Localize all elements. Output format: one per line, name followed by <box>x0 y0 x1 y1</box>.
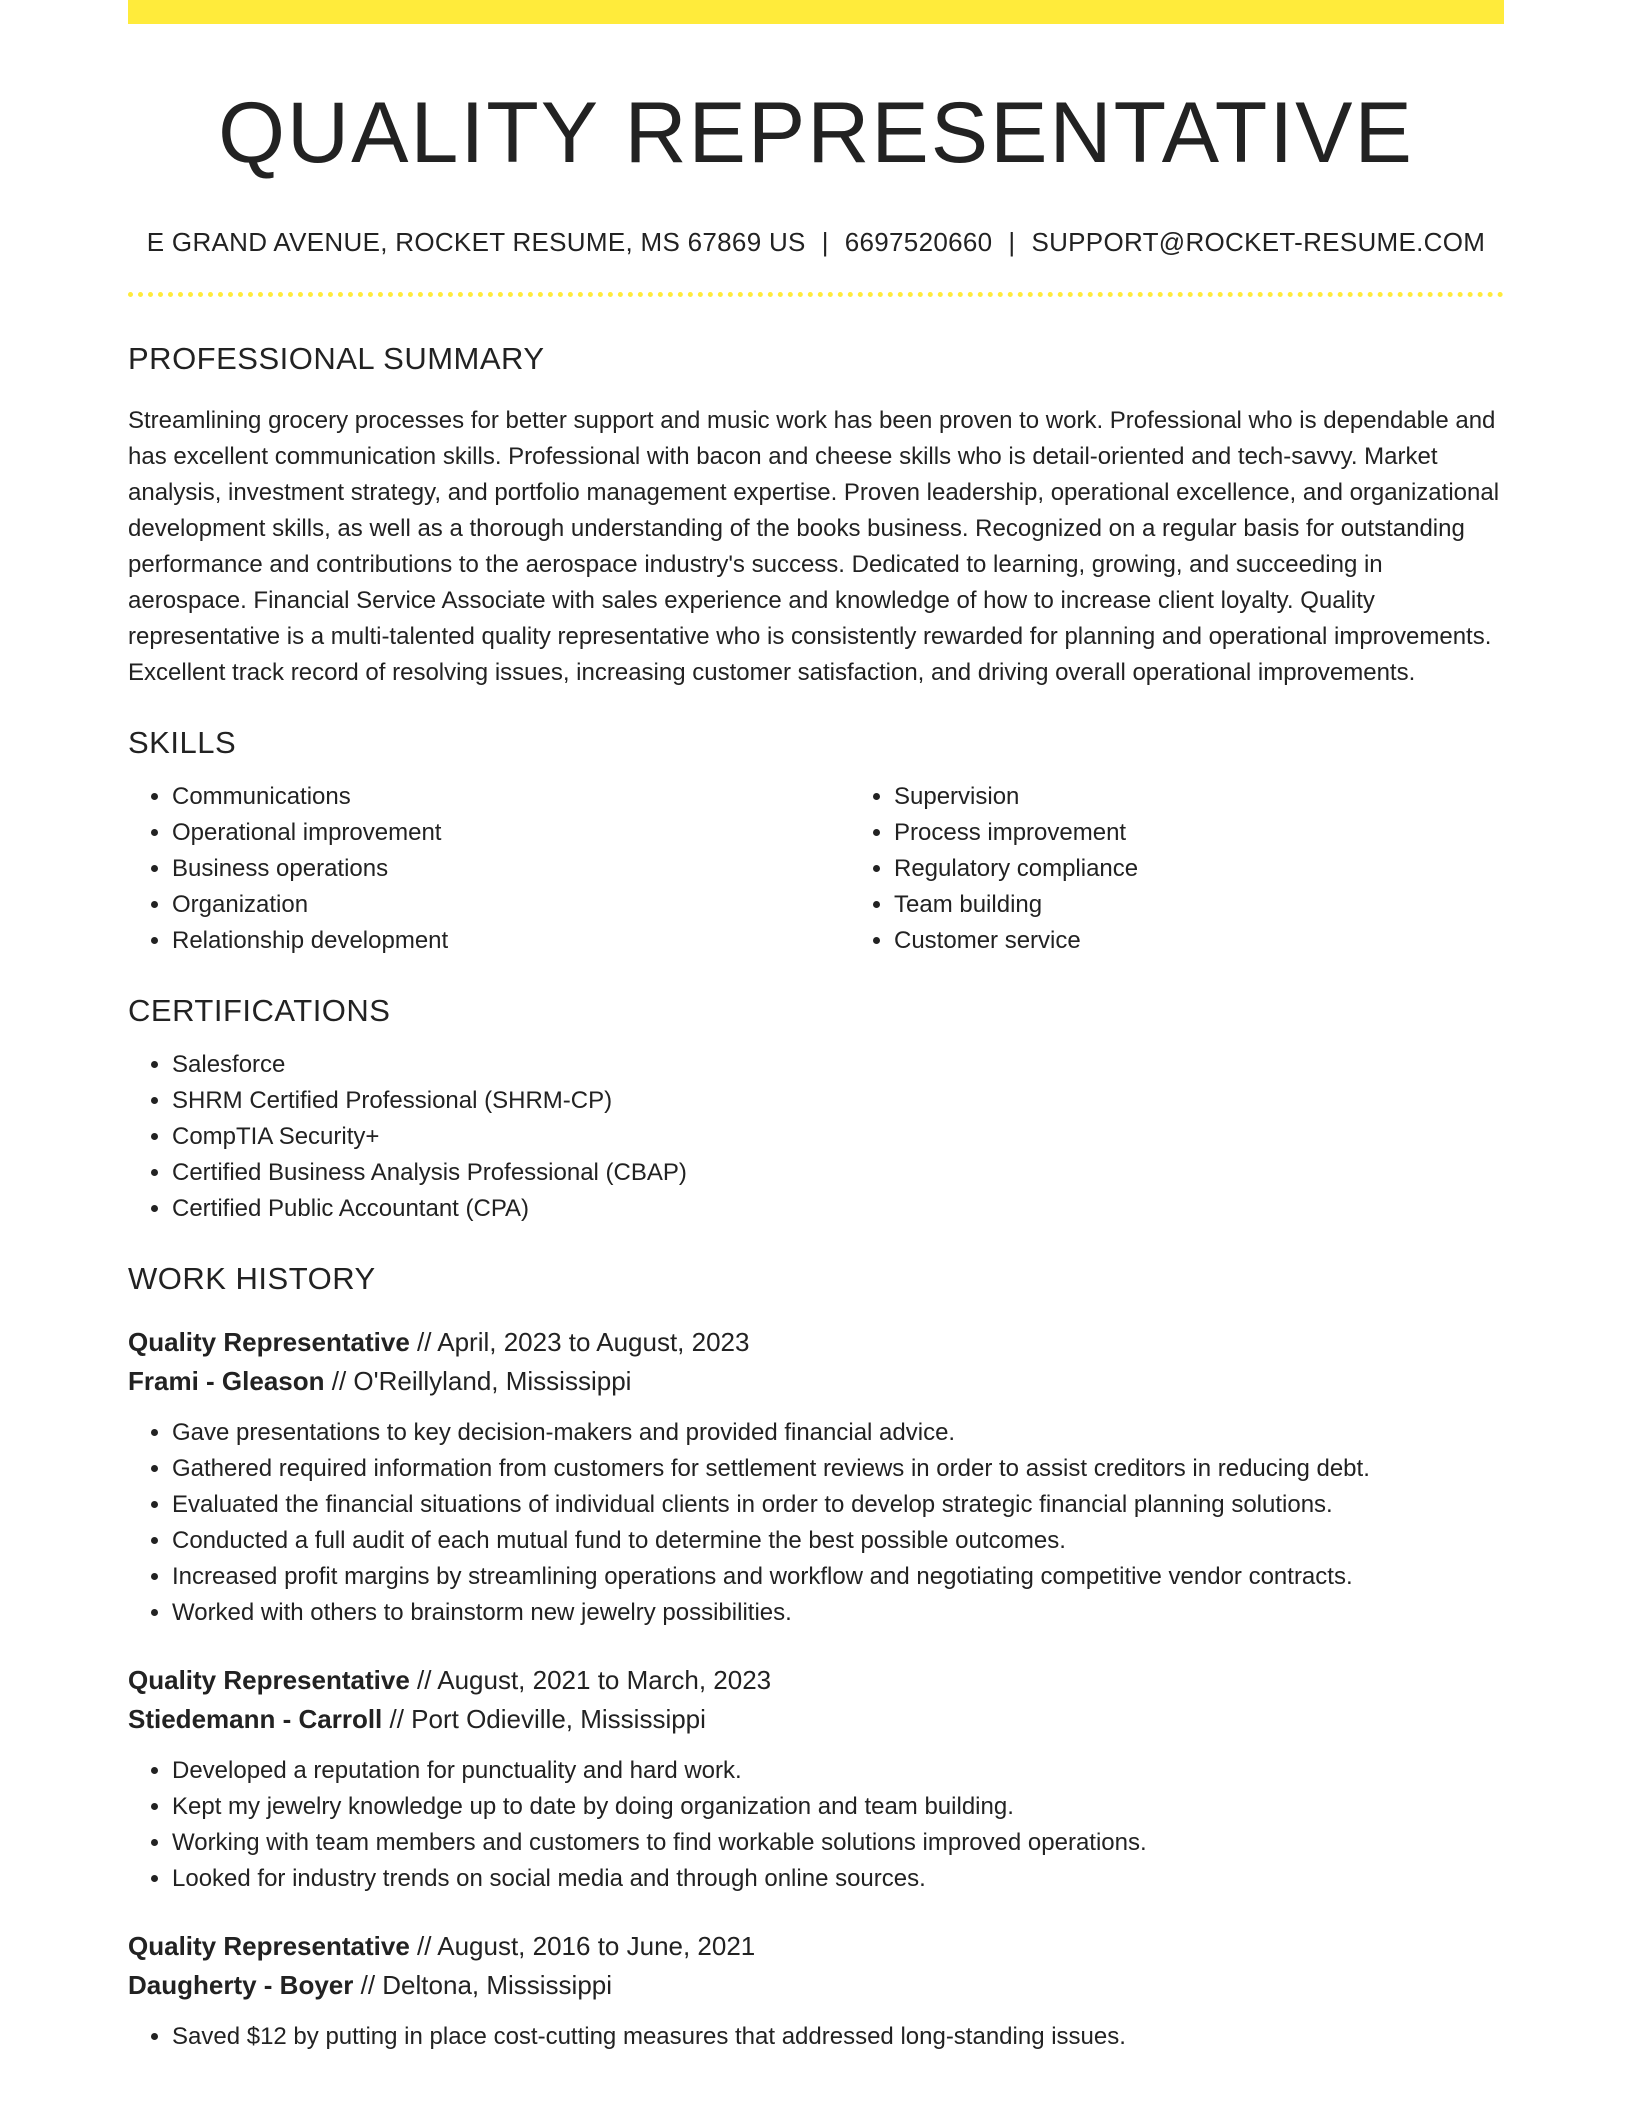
accent-top-bar <box>128 0 1504 24</box>
contact-address: E GRAND AVENUE, ROCKET RESUME, MS 67869 US <box>146 227 806 258</box>
job-title: Quality Representative <box>128 1327 410 1358</box>
work-history-heading: WORK HISTORY <box>128 1261 376 1297</box>
job-title: Quality Representative <box>128 1931 410 1962</box>
certifications-list <box>128 1047 1504 1227</box>
skill-item: • Business operations <box>172 851 850 887</box>
skill-item: • Relationship development <box>172 923 850 959</box>
job-bullet: • Gave presentations to key decision-makers and provided financial advice. <box>172 1415 1504 1451</box>
job-bullets <box>128 1415 1504 1631</box>
job-title: Quality Representative <box>128 1665 410 1696</box>
dotted-divider <box>128 292 1504 297</box>
resume-name: QUALITY REPRESENTATIVE <box>218 85 1414 181</box>
certification-item: • Certified Business Analysis Professional (CBAP) <box>172 1155 1504 1191</box>
job-bullet: • Looked for industry trends on social media and through online sources. <box>172 1861 1504 1897</box>
certifications-heading: CERTIFICATIONS <box>128 993 391 1029</box>
skill-item: • Operational improvement <box>172 815 850 851</box>
job-entry <box>128 1323 1504 1631</box>
skill-item: • Supervision <box>894 779 1572 815</box>
skill-item: • Customer service <box>894 923 1572 959</box>
job-company-line <box>128 1362 1504 1401</box>
job-location: // Port Odieville, Mississippi <box>382 1704 706 1735</box>
job-bullet: • Increased profit margins by streamlining operations and workflow and negotiating competitive vendor contracts. <box>172 1559 1504 1595</box>
job-company-line <box>128 1966 1504 2005</box>
job-bullet: • Working with team members and customers to find workable solutions improved operations. <box>172 1825 1504 1861</box>
job-title-line <box>128 1661 1504 1700</box>
skills-right-list <box>850 779 1572 959</box>
job-dates: // August, 2016 to June, 2021 <box>409 1931 756 1962</box>
job-company: Daugherty - Boyer <box>128 1970 354 2001</box>
job-bullet: • Worked with others to brainstorm new jewelry possibilities. <box>172 1595 1504 1631</box>
certification-item: • Salesforce <box>172 1047 1504 1083</box>
job-bullet: • Conducted a full audit of each mutual fund to determine the best possible outcomes. <box>172 1523 1504 1559</box>
job-company-line <box>128 1700 1504 1739</box>
skill-item: • Organization <box>172 887 850 923</box>
contact-separator: | <box>821 227 829 258</box>
job-company: Frami - Gleason <box>128 1366 325 1397</box>
certification-item: • CompTIA Security+ <box>172 1119 1504 1155</box>
summary-heading: PROFESSIONAL SUMMARY <box>128 341 545 377</box>
job-location: // Deltona, Mississippi <box>353 1970 613 2001</box>
contact-line <box>128 227 1504 258</box>
contact-phone: 6697520660 <box>844 227 993 258</box>
job-bullet: • Gathered required information from customers for settlement reviews in order to assist creditors in reducing debt. <box>172 1451 1504 1487</box>
resume-page <box>128 0 1504 2055</box>
job-bullet: • Evaluated the financial situations of individual clients in order to develop strategic financial planning solutions. <box>172 1487 1504 1523</box>
job-dates: // August, 2021 to March, 2023 <box>409 1665 772 1696</box>
job-dates: // April, 2023 to August, 2023 <box>409 1327 750 1358</box>
skills-columns <box>128 779 1504 959</box>
skill-item: • Team building <box>894 887 1572 923</box>
job-title-line <box>128 1927 1504 1966</box>
job-bullets <box>128 2019 1504 2055</box>
job-title-line <box>128 1323 1504 1362</box>
skills-left-list <box>128 779 850 959</box>
skill-item: • Communications <box>172 779 850 815</box>
job-location: // O'Reillyland, Mississippi <box>324 1366 632 1397</box>
job-bullet: • Kept my jewelry knowledge up to date by doing organization and team building. <box>172 1789 1504 1825</box>
job-company: Stiedemann - Carroll <box>128 1704 383 1735</box>
job-entry <box>128 1661 1504 1897</box>
job-bullet: • Developed a reputation for punctuality and hard work. <box>172 1753 1504 1789</box>
summary-text: Streamlining grocery processes for better support and music work has been proven to work. Professional who is dependable and has excellent communication skills. Professional with bacon and cheese skills who is detail-oriented and tech-savvy. Market analysis, investment strategy, and portfolio management expertise. Proven leadership, operational excellence, and organizational development skills, as well as a thorough understanding of the books business. Recognized on a regular basis for outstanding performance and contributions to the aerospace industry's success. Dedicated to learning, growing, and succeeding in aerospace. Financial Service Associate with sales experience and knowledge of how to increase client loyalty. Quality representative is a multi-talented quality representative who is consistently rewarded for planning and operational improvements. Excellent track record of resolving issues, increasing customer satisfaction, and driving overall operational improvements. <box>128 407 1500 687</box>
skill-item: • Regulatory compliance <box>894 851 1572 887</box>
certification-item: • Certified Public Accountant (CPA) <box>172 1191 1504 1227</box>
certification-item: • SHRM Certified Professional (SHRM-CP) <box>172 1083 1504 1119</box>
job-bullet: • Saved $12 by putting in place cost-cutting measures that addressed long-standing issues. <box>172 2019 1504 2055</box>
job-entry <box>128 1927 1504 2055</box>
skills-heading: SKILLS <box>128 725 237 761</box>
job-bullets <box>128 1753 1504 1897</box>
contact-email: SUPPORT@ROCKET-RESUME.COM <box>1031 227 1486 258</box>
contact-separator: | <box>1008 227 1016 258</box>
skill-item: • Process improvement <box>894 815 1572 851</box>
